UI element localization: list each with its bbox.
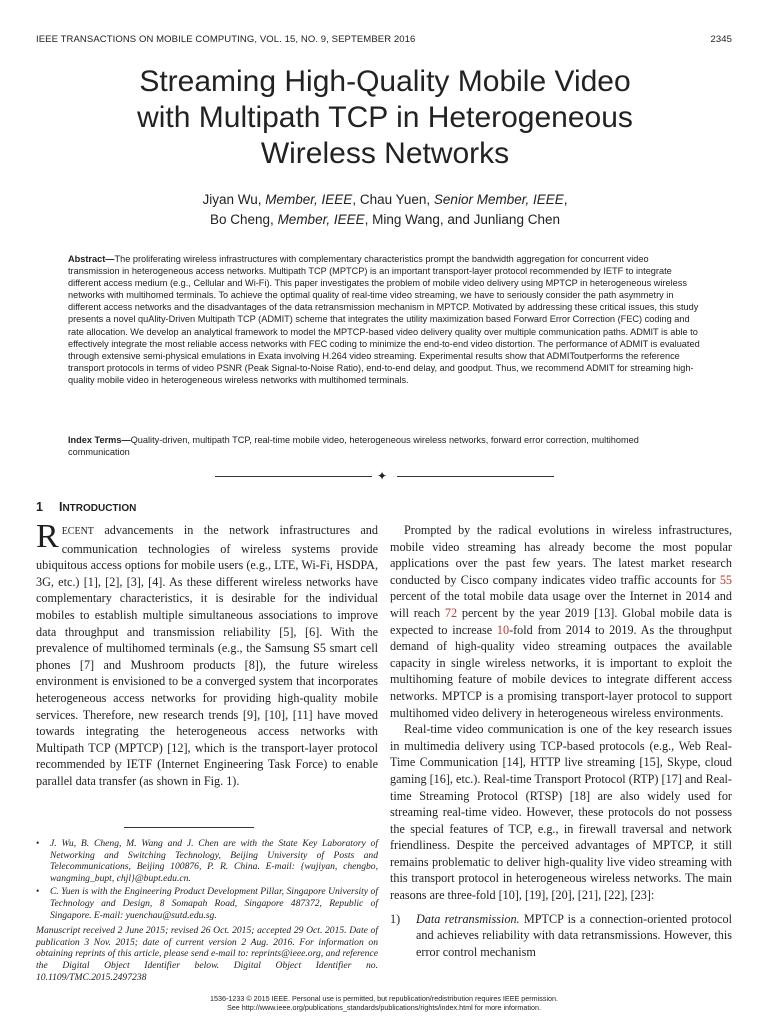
paragraph-text: -fold from 2014 to 2019. As the throughput demand of high-quality video streaming outpaces the available capacity in single wireless networks, it is important to exploit the multihoming feature of mobile devices to integrate different access networks. MPTCP is a promising transport-layer protocol to support multihomed video delivery in heterogeneous wireless environments. (390, 622, 732, 720)
paragraph: Real-time video communication is one of the key research issues in multimedia delivery using TCP-based protocols (e.g., Web Real-Time Communication [14], HTTP live streaming [15], Skype, cloud gaming [16], etc.). Real-time Transport Protocol (RTP) [17] and Real-time Streaming Protocol (RTSP) [18] are also widely used for streaming real-time video. However, these protocols do not possess the special features of TCP, e.g., in firewall traversal and network friendliness. Despite the perceived advantages of MPTCP, it still remains problematic to deliver high-quality live video streaming with this transport protocol in heterogeneous wireless networks. The main reasons are three-fold [10], [19], [20], [21], [22], [23]: (390, 722, 732, 903)
list-item-title: Data retransmission. (416, 911, 520, 926)
rights-link-line: See http://www.ieee.org/publications_standards/publications/rights/index.html for more information. (226, 1003, 542, 1012)
section-heading (36, 500, 136, 514)
inline-number: 55 (719, 572, 732, 587)
footnote-rule (124, 827, 254, 828)
separator-line (397, 476, 554, 477)
section-title-initial: I (58, 500, 63, 514)
index-terms-text: Quality-driven, multipath TCP, real-time mobile video, heterogeneous wireless networks, forward error correction, multihomed communication (68, 435, 639, 458)
left-column (36, 518, 378, 790)
author-line: Jiyan Wu, Member, IEEE, Chau Yuen, Senior Member, IEEE, (202, 192, 568, 207)
manuscript-info: Manuscript received 2 June 2015; revised 26 Oct. 2015; accepted 29 Oct. 2015. Date of publication 3 Nov. 2015; date of current version 2 Aug. 2016. For information on obtaining reprints of this article, please send e-mail to: reprints@ieee.org, and reference the Digital Object Identifier below. Digital Object Identifier no. 10.1109/TMC.2015.2497238 (36, 925, 378, 983)
abstract (68, 253, 701, 386)
author-role: Senior Member, IEEE (433, 192, 564, 207)
paragraph-text: advancements in the network infrastructures and communication technologies of wireless systems provide ubiquitous access options for mobile users (e.g., LTE, Wi-Fi, HSDPA, 3G, etc.) [1], [2], [3], [4]. As these different wireless networks have complementary characteristics, it is desirable for the individual mobiles to establish multiple simultaneous associations to improve data throughput and transmission reliability [5], [6]. With the prevalence of multihomed terminals (e.g., the Samsung S5 smart cell phones [7] and Mushroom products [8]), the future wireless environment is envisioned to be a converged system that incorporates heterogeneous access networks for providing high-quality mobile services. Therefore, new research trends [9], [10], [11] have moved towards integrating the heterogeneous access networks with Multipath TCP (MPTCP) [12], which is the transport-layer protocol recommended by IETF (Internet Engineering Task Force) to enable parallel data transfer (as shown in Fig. 1). (36, 523, 378, 788)
bullet-icon: • (36, 838, 40, 849)
list-number: 1) (390, 911, 401, 926)
author-role: Member, IEEE (277, 212, 365, 227)
footnote (36, 838, 378, 884)
intro-paragraph (36, 518, 378, 790)
index-terms-label: Index Terms— (68, 435, 131, 445)
author-name: , Ming Wang, and Junliang Chen (364, 212, 560, 227)
inline-number: 72 (444, 605, 458, 620)
section-title-rest: NTRODUCTION (62, 503, 137, 514)
title-line: Wireless Networks (260, 137, 510, 170)
index-terms (68, 434, 701, 458)
title-line: Streaming High-Quality Mobile Video (139, 65, 631, 98)
abstract-label: Abstract— (68, 254, 115, 264)
small-caps-word: ECENT (61, 526, 94, 537)
footnote-text: J. Wu, B. Cheng, M. Wang and J. Chen are with the State Key Laboratory of Networking and Switching Technology, Beijing University of Posts and Telecommunications, Beijing 100876, P. R. China. E-mail: {wujiyan, chengbo, wangming_bupt, chjl}@bupt.edu.cn. (50, 838, 378, 884)
footnotes (36, 838, 378, 983)
copyright-line: 1536-1233 © 2015 IEEE. Personal use is permitted, but republication/redistribution requires IEEE permission. (209, 994, 559, 1003)
abstract-text: The proliferating wireless infrastructures with complementary characteristics prompt the bandwidth aggregation for concurrent video transmission in heterogeneous access networks. Multipath TCP (MPTCP) is an important transport-layer protocol recommended by IETF to integrate different access medium (e.g., Cellular and Wi-Fi). This paper investigates the problem of mobile video delivery using MPTCP in heterogeneous wireless networks with multihomed terminals. To achieve the optimal quality of real-time video streaming, we have to seriously consider the path asymmetry in different access networks and the disadvantages of the data retransmission mechanism in MPTCP. Motivated by addressing these critical issues, this study presents a novel quAlity-Driven Multipath TCP (ADMIT) scheme that integrates the utility maximization based Forward Error Correction (FEC) coding and rate allocation. We develop an analytical framework to model the MPTCP-based video delivery quality over multiple communication paths. ADMIT is able to effectively integrate the most reliable access networks with FEC coding to minimize the end-to-end video distortion. The performance of ADMIT is evaluated through extensive semi-physical emulations in Exata involving H.264 video streaming. Experimental results show that ADMIToutperforms the reference transport protocols in terms of video PSNR (Peak Signal-to-Noise Ratio), end-to-end delay, and goodput. Thus, we recommend ADMIT for streaming high-quality mobile video in heterogeneous wireless networks with multihomed terminals. (68, 254, 700, 385)
paper-title (60, 64, 710, 172)
footnote (36, 886, 378, 921)
author-line (60, 210, 710, 230)
title-line: with Multipath TCP in Heterogeneous (137, 101, 633, 134)
footnote-text: C. Yuen is with the Engineering Product Development Pillar, Singapore University of Technology and Design, 8 Somapah Road, Singapore 487372, Republic of Singapore. E-mail: yuenchau@sutd.edu.sg. (50, 886, 378, 921)
page-number: 2345 (710, 34, 732, 45)
bullet-icon: • (36, 886, 40, 898)
separator-line (215, 476, 372, 477)
author-name: , Chau Yuen, (352, 192, 431, 207)
drop-cap: R (36, 518, 59, 555)
list-text (416, 911, 732, 961)
running-header: IEEE TRANSACTIONS ON MOBILE COMPUTING, VOL. 15, NO. 9, SEPTEMBER 2016 (36, 34, 416, 45)
copyright-notice (0, 994, 768, 1012)
paragraph-text: percent by the year 2019 [13]. Global mobile data is expected to increase (390, 605, 732, 637)
section-number: 1 (36, 500, 43, 514)
author-name: Bo Cheng, (210, 212, 274, 227)
list-item-body: MPTCP is a connection-oriented protocol and achieves reliability with data retransmissions. However, this error control mechanism (416, 911, 732, 959)
right-column (390, 522, 732, 960)
paragraph-text: Prompted by the radical evolutions in wireless infrastructures, mobile video streaming has already become the most popular applications over the past few years. The latest market research conducted by Cisco company indicates video traffic accounts for (390, 523, 732, 587)
paragraph-text: percent of the total mobile data usage over the Internet in 2014 and will reach (390, 589, 732, 620)
author-name: Jiyan Wu, (202, 192, 262, 207)
author-role: Member, IEEE (265, 192, 353, 207)
paragraph (390, 522, 732, 721)
inline-number: 10 (496, 622, 510, 637)
author-list (60, 190, 710, 230)
separator-diamond-icon: ✦ (377, 469, 388, 483)
list-item (390, 911, 732, 961)
